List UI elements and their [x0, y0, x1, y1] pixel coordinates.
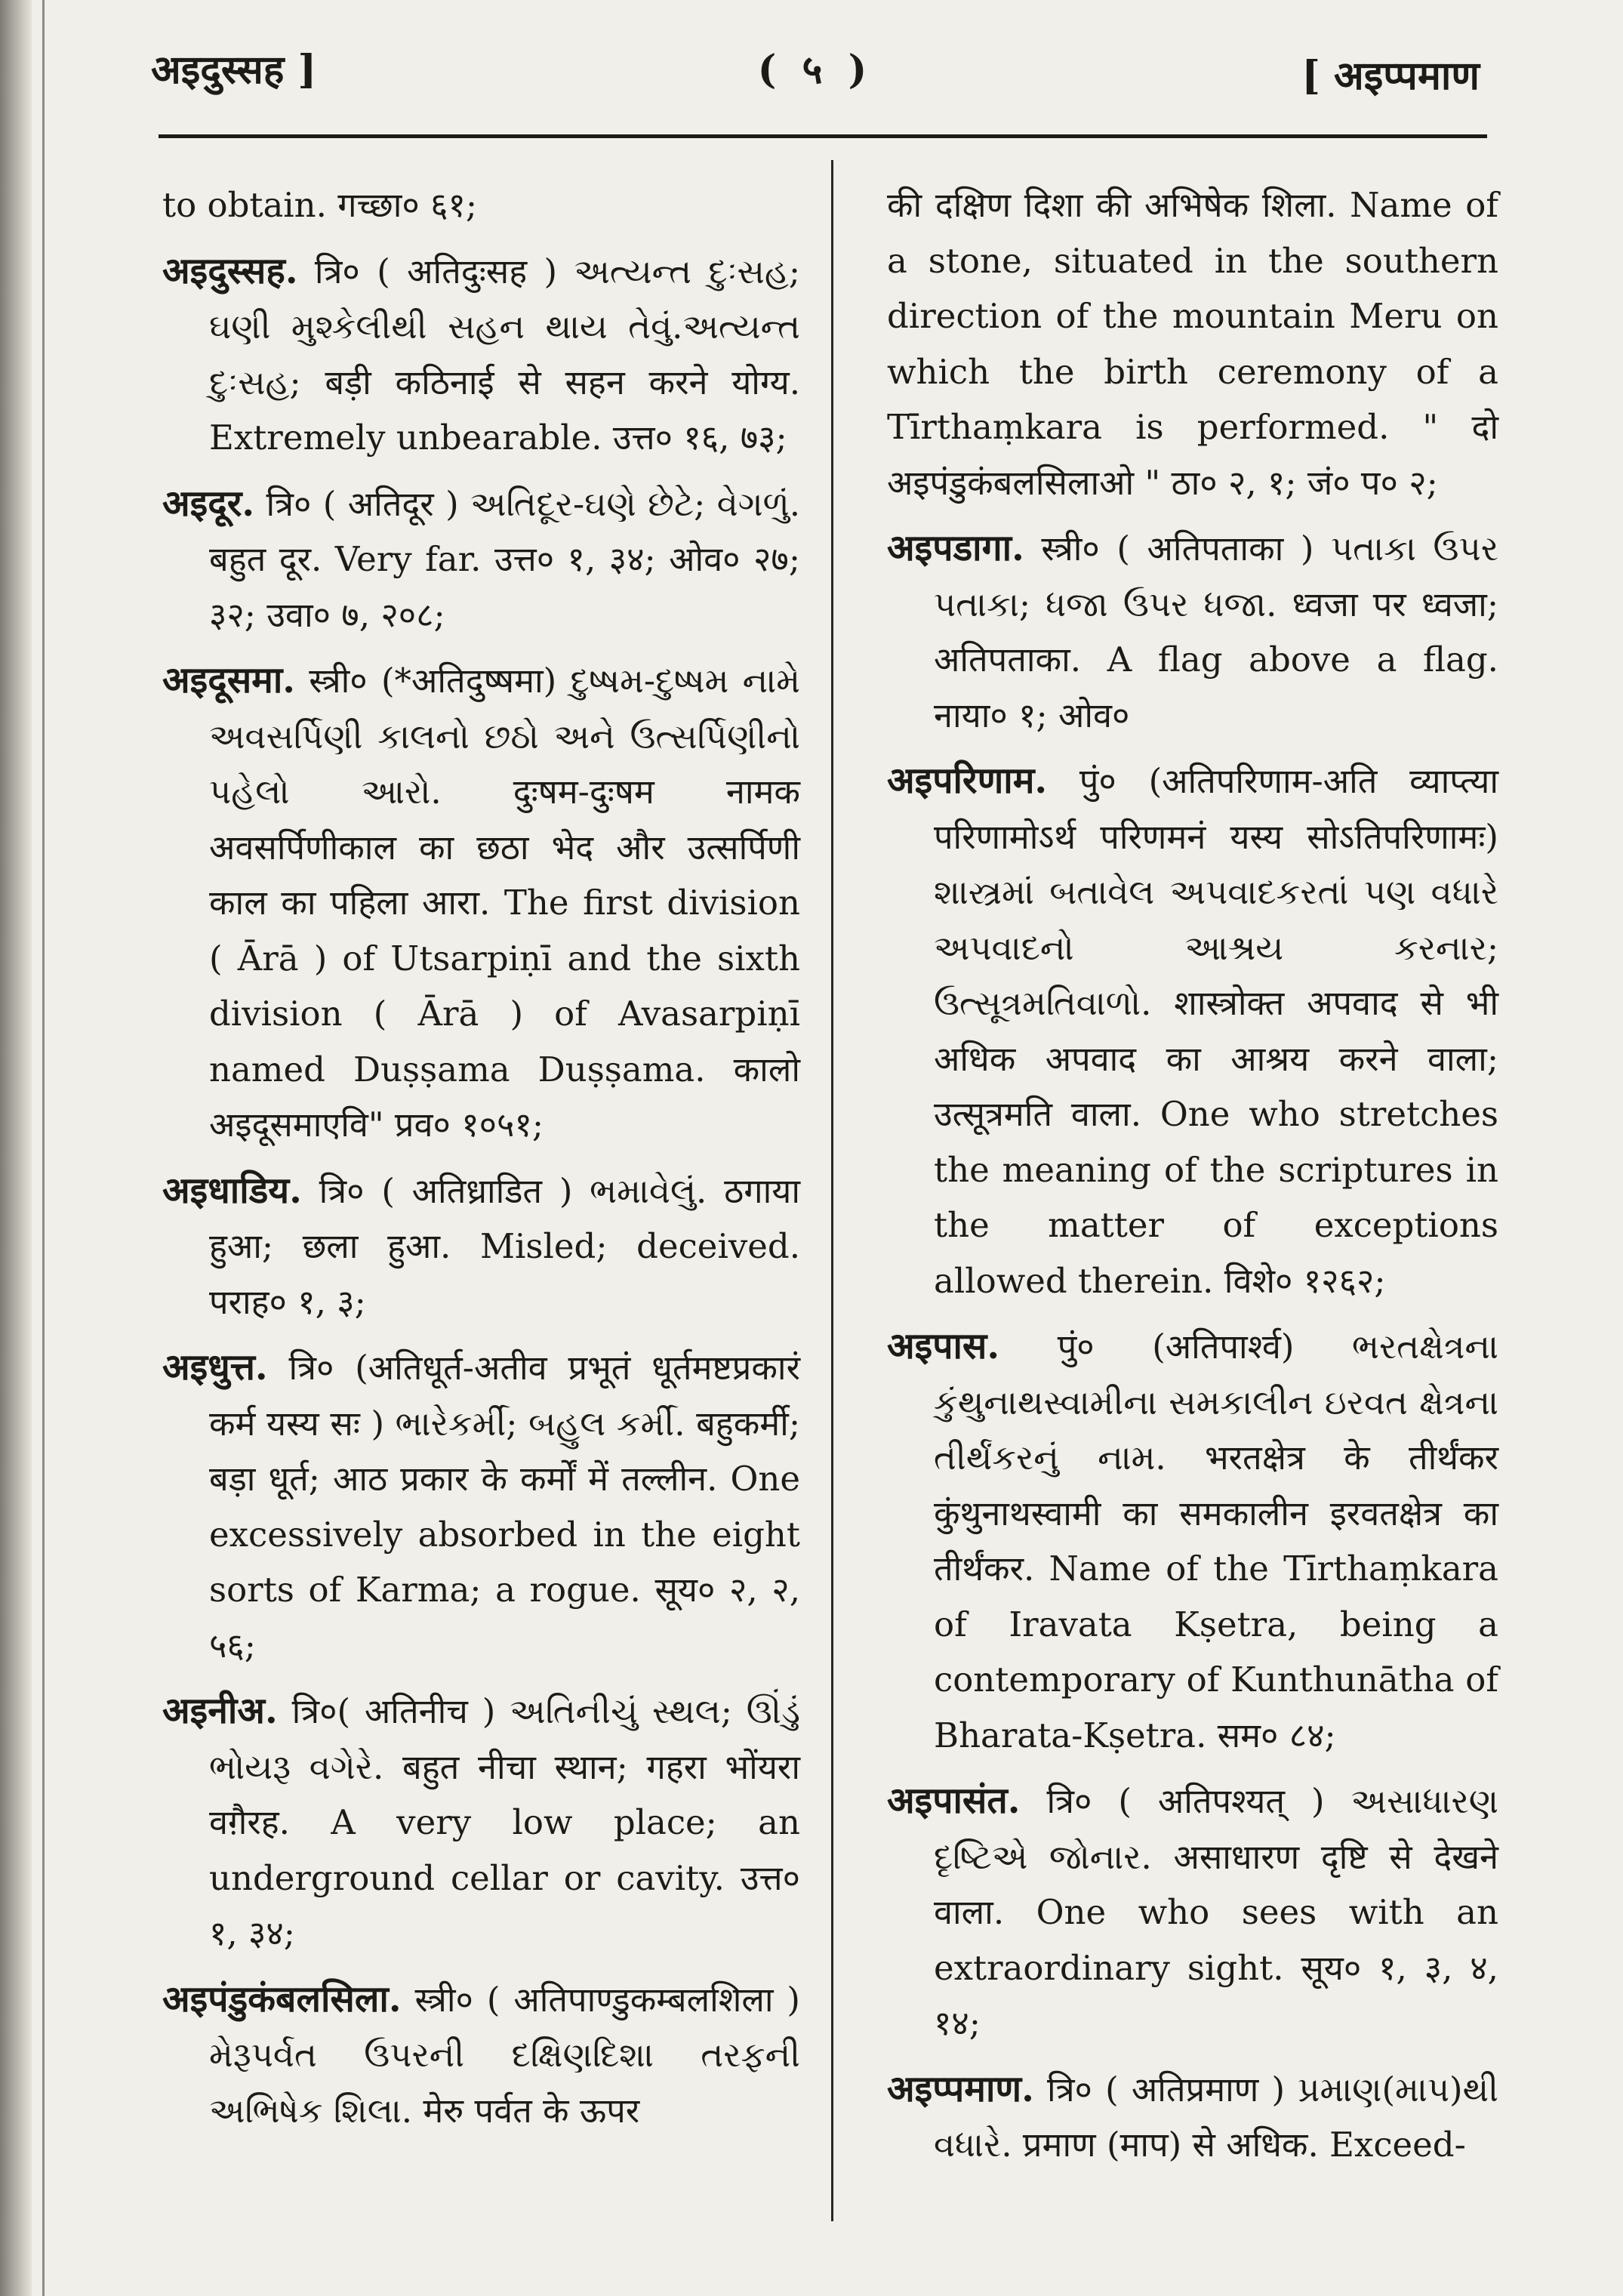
dictionary-entry: [162, 1972, 800, 2139]
left-column: [162, 177, 800, 2149]
entry-headword: अइपंडुकंबलसिला.: [162, 1977, 402, 2020]
dictionary-entry: [162, 476, 800, 643]
entry-definition: त्रि० ( अतिध्राडित ) ભમાવેલું. ठगाया हुआ; छला हुआ. Misled; deceived. पराह० १, ३;: [209, 1170, 800, 1322]
entry-definition: to obtain. गच्छा० ६१;: [162, 185, 478, 225]
column-divider: [831, 160, 833, 2221]
entry-headword: अइप्पमाण.: [887, 2067, 1034, 2110]
dictionary-entry: [887, 1774, 1498, 2051]
entry-headword: अइपरिणाम.: [887, 760, 1048, 802]
dictionary-entry: [162, 244, 800, 466]
entry-headword: अइदूर.: [162, 482, 255, 525]
dictionary-entry: [162, 653, 800, 1153]
entry-definition: पुं० (अतिपरिणाम-अति व्याप्त्या परिणामोऽर्थ परिणमनं यस्य सोऽतिपरिणामः) શાસ્ત્રમાં બતાવેલ અપવાદકરતાં પણ વધારે અપવાદનો આશ્રય કરનાર; ઉત્સૂત્રમતિવાળો. शास्त्रोक्त अपवाद से भी अधिक अपवाद का आश्रय करने वाला; उत्सूत्रमति वाला. One who stretches the meaning of the scriptures in the matter of exceptions allowed therein. विशे० १२६२;: [934, 761, 1498, 1301]
entry-definition: त्रि० ( अतिदूर ) અતિદૂર-ઘણે છેટે; વેગળું. बहुत दूर. Very far. उत्त० १, ३४; ओव० २७; ३२; उवा० ७, २०८;: [209, 483, 800, 635]
header-first-word: अइदुस्सह ]: [151, 47, 317, 93]
dictionary-entry: [887, 177, 1498, 510]
entry-headword: अइपास.: [887, 1325, 1000, 1367]
dictionary-entry: [162, 1163, 800, 1330]
entry-headword: अइदूसमा.: [162, 659, 296, 701]
dictionary-entry: [162, 1340, 800, 1673]
entry-definition: त्रि० ( अतिदुःसह ) અત્યન્ત દુઃસહ; ઘણી મુશ્કેલીથી સહન થાય તેવું.અત્યન્ત દુઃસહ; बड़ी कठिनाई से सहन करने योग्य. Extremely unbearable. उत्त० १६, ७३;: [209, 251, 800, 458]
entry-definition: त्रि०( अतिनीच ) અતિનીચું સ્થલ; ઊંડું ભોયરૂ વગેરે. बहुत नीचा स्थान; गहरा भोंयरा वग़ैरह. A very low place; an underground cellar or cavity. उत्त० १, ३४;: [209, 1691, 800, 1953]
header-rule: [159, 134, 1487, 138]
running-header: [151, 42, 1480, 125]
dictionary-entry: [162, 1684, 800, 1962]
binding-shadow-line: [42, 0, 45, 2296]
book-binding-edge: [0, 0, 32, 2296]
dictionary-entry: [162, 177, 800, 233]
dictionary-entry: [887, 521, 1498, 743]
entry-definition: की दक्षिण दिशा की अभिषेक शिला. Name of a stone, situated in the southern direction of the mountain Meru on which the birth ceremony of a Tīrthaṃkara is performed. " दो अइपंडुकंबलसिलाओ " ठा० २, १; जं० प० २;: [887, 185, 1498, 503]
header-last-word: [ अइप्पमाण: [1301, 53, 1480, 99]
entry-definition: त्रि० (अतिधूर्त-अतीव प्रभूतं धूर्तमष्टप्रकारं कर्म यस्य सः ) ભારેકર્મી; બહુલ કર્મી. बहुकर्मी; बड़ा धूर्त; आठ प्रकार के कर्मों में तल्लीन. One excessively absorbed in the eight sorts of Karma; a rogue. सूय० २, २, ५६;: [209, 1348, 800, 1666]
entry-headword: अइपासंत.: [887, 1780, 1021, 1822]
entry-headword: अइपडागा.: [887, 527, 1024, 569]
page-number: ( ५ ): [757, 47, 873, 93]
dictionary-entry: [887, 2062, 1498, 2173]
entry-headword: अइधुत्त.: [162, 1346, 268, 1388]
entry-definition: स्त्री० ( अतिपाण्डुकम्बलशिला ) મેરૂપર્વત ઉપરની દક્ષિણદિશા તરફની અભિષેક શિલા. मेरु पर्वत के ऊपर: [209, 1979, 800, 2131]
dictionary-entry: [887, 1319, 1498, 1763]
dictionary-entry: [887, 754, 1498, 1308]
entry-definition: त्रि० ( अतिप्रमाण ) પ્રમાણ(માપ)થી વધારે. प्रमाण (माप) से अधिक. Exceed-: [934, 2069, 1498, 2165]
entry-headword: अइधाडिय.: [162, 1169, 302, 1212]
entry-headword: अइदुस्सह.: [162, 249, 298, 292]
entry-definition: त्रि० ( अतिपश्यत् ) અસાધારણ દૃષ્ટિએ જોનાર. असाधारण दृष्टि से देखने वाला. One who sees with an extraordinary sight. सूय० १, ३, ४, १४;: [934, 1781, 1498, 2043]
entry-definition: स्त्री० (*अतिदुष्षमा) દુષ્ષમ-દુષ્ષમ નામે અવસર્પિણી કાલનો છઠો અને ઉત્સર્પિણીનો પહેલો આરો. दुःषम-दुःषम नामक अवसर्पिणीकाल का छठा भेद और उत्सर्पिणी काल का पहिला आरा. The first division ( Ārā ) of Utsarpiṇī and the sixth division ( Ārā ) of Avasarpiṇī named Duṣṣama Duṣṣama. कालो अइदूसमाएवि" प्रव० १०५१;: [209, 661, 801, 1145]
entry-definition: पुं० (अतिपार्श्व) ભરતક્ષેત્રના કુંથુનાથસ્વામીના સમકાલીન ઇરવત ક્ષેત્રના તીર્થંકરનું નામ. भरतक्षेत्र के तीर्थंकर कुंथुनाथस्वामी का समकालीन इरवतक्षेत्र का तीर्थंकर. Name of the Tīrthaṃkara of Iravata Kṣetra, being a contemporary of Kunthunātha of Bharata-Kṣetra. सम० ८४;: [934, 1327, 1498, 1755]
right-column: [887, 177, 1498, 2184]
entry-definition: स्त्री० ( अतिपताका ) પતાકા ઉપર પતાકા; ધજા ઉપર ધજા. ध्वजा पर ध्वजा; अतिपताका. A flag above a flag. नाया० १; ओव०: [934, 529, 1498, 735]
entry-headword: अइनीअ.: [162, 1690, 278, 1732]
